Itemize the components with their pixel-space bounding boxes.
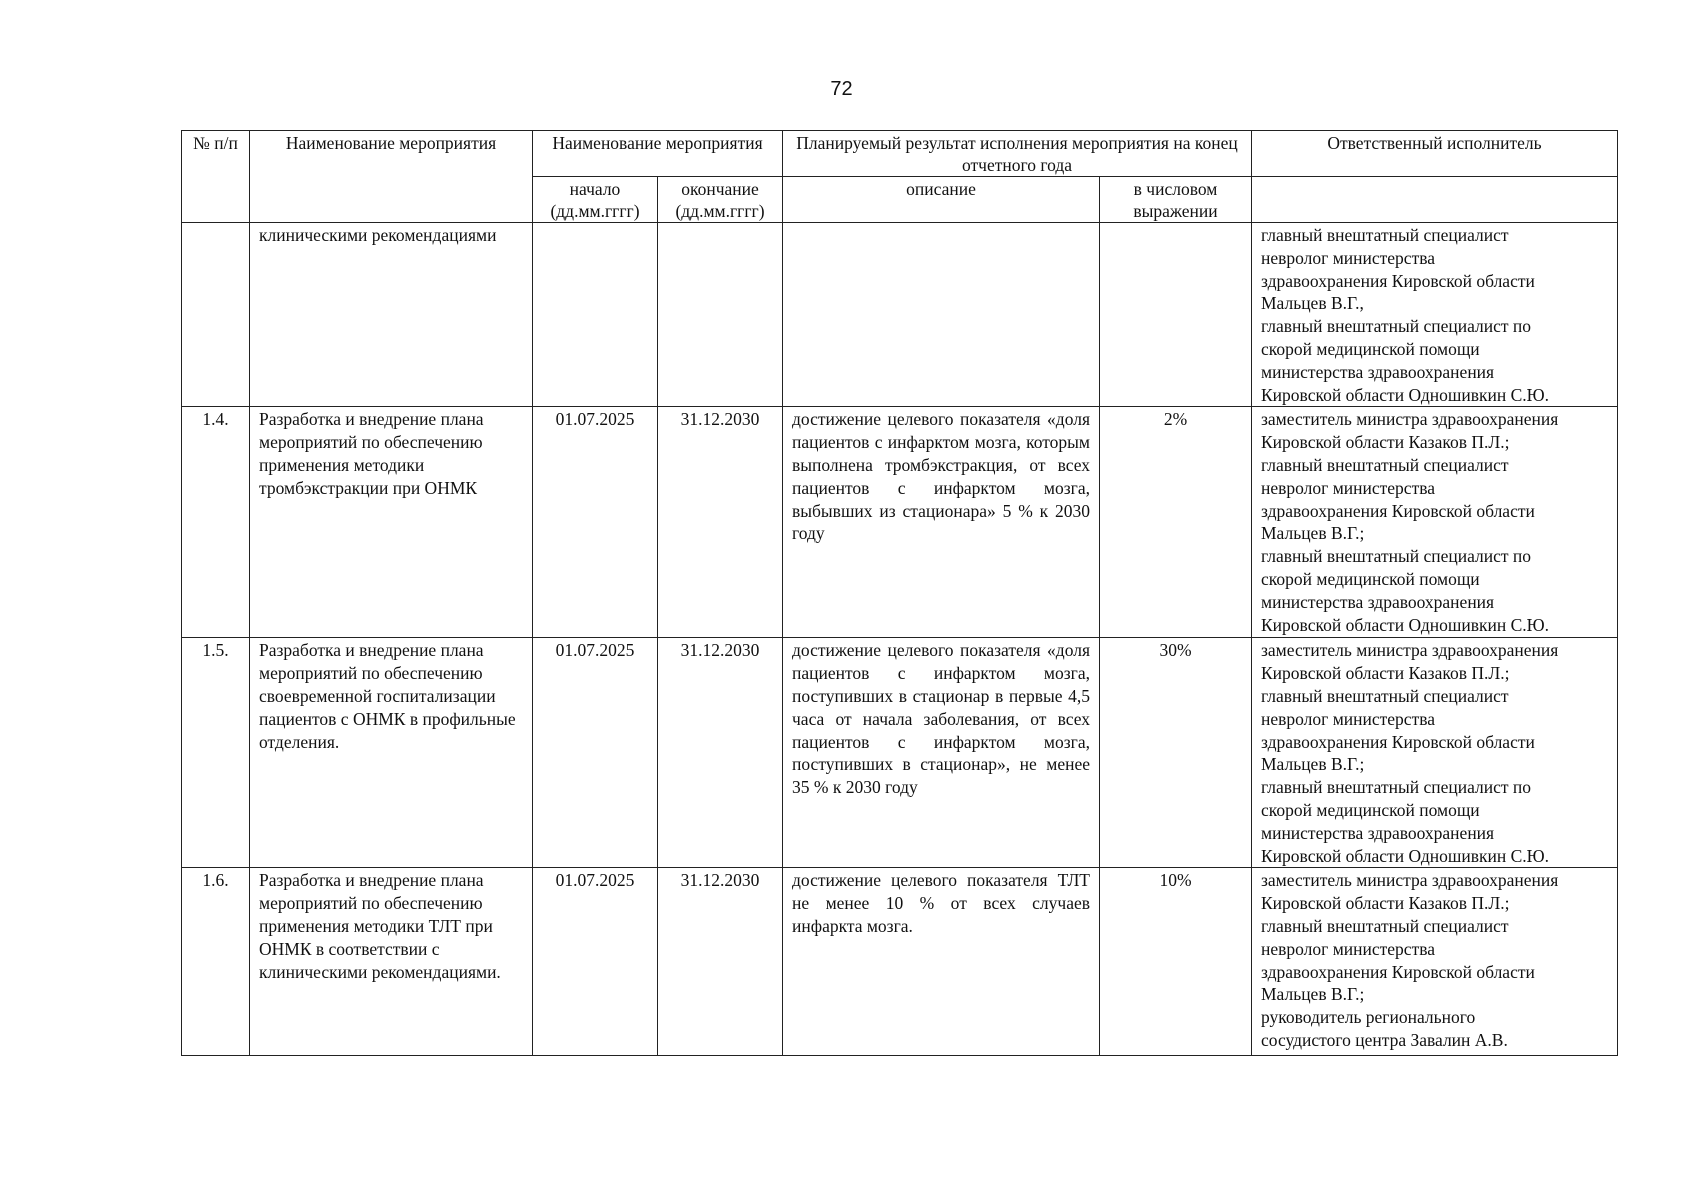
cell-end	[658, 223, 783, 407]
cell-num	[182, 223, 250, 407]
responsible-line: невролог министерства	[1261, 708, 1436, 729]
cell-end: 31.12.2030	[658, 868, 783, 1056]
cell-description: достижение целевого показателя «доля пациентов с инфарктом мозга, которым выполнена тромбэкстракция, от всех пациентов с инфарктом мозга, выбывших из стационара» 5 % к 2030 году	[783, 407, 1100, 638]
header-end: окончание (дд.мм.гггг)	[658, 177, 783, 223]
cell-num: 1.5.	[182, 638, 250, 868]
cell-responsible	[1252, 638, 1618, 868]
responsible-line: невролог министерства	[1261, 477, 1436, 498]
cell-num: 1.4.	[182, 407, 250, 638]
cell-name: клиническими рекомендациями	[250, 223, 533, 407]
page-number: 72	[830, 78, 853, 100]
table-row	[182, 638, 1618, 868]
responsible-line: здравоохранения Кировской области	[1261, 270, 1535, 291]
cell-start	[533, 223, 658, 407]
responsible-line: Мальцев В.Г.;	[1261, 754, 1365, 775]
responsible-line: главный внештатный специалист	[1261, 454, 1509, 475]
cell-start: 01.07.2025	[533, 407, 658, 638]
responsible-line: Кировской области Казаков П.Л.;	[1261, 432, 1510, 453]
header-empty	[1252, 177, 1618, 223]
table-row-continuation	[182, 223, 1618, 407]
responsible-line: Кировской области Одношивкин С.Ю.	[1261, 845, 1549, 866]
cell-end: 31.12.2030	[658, 638, 783, 868]
header-num: № п/п	[182, 131, 250, 223]
cell-responsible	[1252, 868, 1618, 1056]
header-start: начало (дд.мм.гггг)	[533, 177, 658, 223]
cell-end: 31.12.2030	[658, 407, 783, 638]
header-result: Планируемый результат исполнения мероприятия на конец отчетного года	[783, 131, 1252, 177]
responsible-line: невролог министерства	[1261, 938, 1436, 959]
responsible-line: Кировской области Одношивкин С.Ю.	[1261, 614, 1549, 635]
responsible-line: главный внештатный специалист	[1261, 225, 1509, 245]
table-row	[182, 407, 1618, 638]
cell-description: достижение целевого показателя ТЛТ не менее 10 % от всех случаев инфаркта мозга.	[783, 868, 1100, 1056]
responsible-line: министерства здравоохранения	[1261, 591, 1495, 612]
table-header	[182, 131, 1618, 223]
responsible-line: заместитель министра здравоохранения	[1261, 640, 1559, 661]
responsible-line: Кировской области Казаков П.Л.;	[1261, 663, 1510, 684]
responsible-line: невролог министерства	[1261, 247, 1436, 268]
cell-responsible	[1252, 407, 1618, 638]
responsible-line: главный внештатный специалист по	[1261, 546, 1532, 567]
cell-start: 01.07.2025	[533, 638, 658, 868]
cell-num: 1.6.	[182, 868, 250, 1056]
cell-value: 2%	[1100, 407, 1252, 638]
cell-value: 10%	[1100, 868, 1252, 1056]
responsible-line: скорой медицинской помощи	[1261, 338, 1480, 359]
responsible-line: министерства здравоохранения	[1261, 822, 1495, 843]
responsible-line: скорой медицинской помощи	[1261, 568, 1480, 589]
responsible-line: здравоохранения Кировской области	[1261, 500, 1535, 521]
header-name: Наименование мероприятия	[250, 131, 533, 223]
responsible-line: Мальцев В.Г.;	[1261, 523, 1365, 544]
header-period: Наименование мероприятия	[533, 131, 783, 177]
cell-description	[783, 223, 1100, 407]
responsible-line: главный внештатный специалист	[1261, 685, 1509, 706]
responsible-line: министерства здравоохранения	[1261, 361, 1495, 382]
responsible-line: главный внештатный специалист по	[1261, 777, 1532, 798]
responsible-line: заместитель министра здравоохранения	[1261, 409, 1559, 430]
cell-start: 01.07.2025	[533, 868, 658, 1056]
responsible-line: сосудистого центра Завалин А.В.	[1261, 1029, 1508, 1050]
measures-table	[181, 130, 1618, 1056]
header-description: описание	[783, 177, 1100, 223]
responsible-line: главный внештатный специалист	[1261, 915, 1509, 936]
header-responsible: Ответственный исполнитель	[1252, 131, 1618, 177]
responsible-line: Кировской области Казаков П.Л.;	[1261, 893, 1510, 914]
responsible-line: Мальцев В.Г.;	[1261, 984, 1365, 1005]
responsible-line: заместитель министра здравоохранения	[1261, 870, 1559, 891]
responsible-line: здравоохранения Кировской области	[1261, 731, 1535, 752]
table-row	[182, 868, 1618, 1056]
responsible-line: Мальцев В.Г.,	[1261, 293, 1364, 314]
cell-name: Разработка и внедрение плана мероприятий по обеспечению применения методики ТЛТ при ОНМК в соответствии с клиническими рекомендациями.	[250, 868, 533, 1056]
responsible-line: Кировской области Одношивкин С.Ю.	[1261, 384, 1549, 405]
cell-value	[1100, 223, 1252, 407]
responsible-line: скорой медицинской помощи	[1261, 799, 1480, 820]
responsible-line: руководитель регионального	[1261, 1007, 1476, 1028]
cell-value: 30%	[1100, 638, 1252, 868]
responsible-line: главный внештатный специалист по	[1261, 316, 1532, 337]
cell-description: достижение целевого показателя «доля пациентов с инфарктом мозга, поступивших в стационар в первые 4,5 часа от начала заболевания, от всех пациентов с инфарктом мозга, поступивших в стационар», не менее 35 % к 2030 году	[783, 638, 1100, 868]
cell-responsible	[1252, 223, 1618, 407]
cell-name: Разработка и внедрение плана мероприятий по обеспечению своевременной госпитализации пациентов с ОНМК в профильные отделения.	[250, 638, 533, 868]
responsible-line: здравоохранения Кировской области	[1261, 961, 1535, 982]
header-numeric: в числовом выражении	[1100, 177, 1252, 223]
cell-name: Разработка и внедрение плана мероприятий по обеспечению применения методики тромбэкстракции при ОНМК	[250, 407, 533, 638]
header-row-1	[182, 131, 1618, 177]
